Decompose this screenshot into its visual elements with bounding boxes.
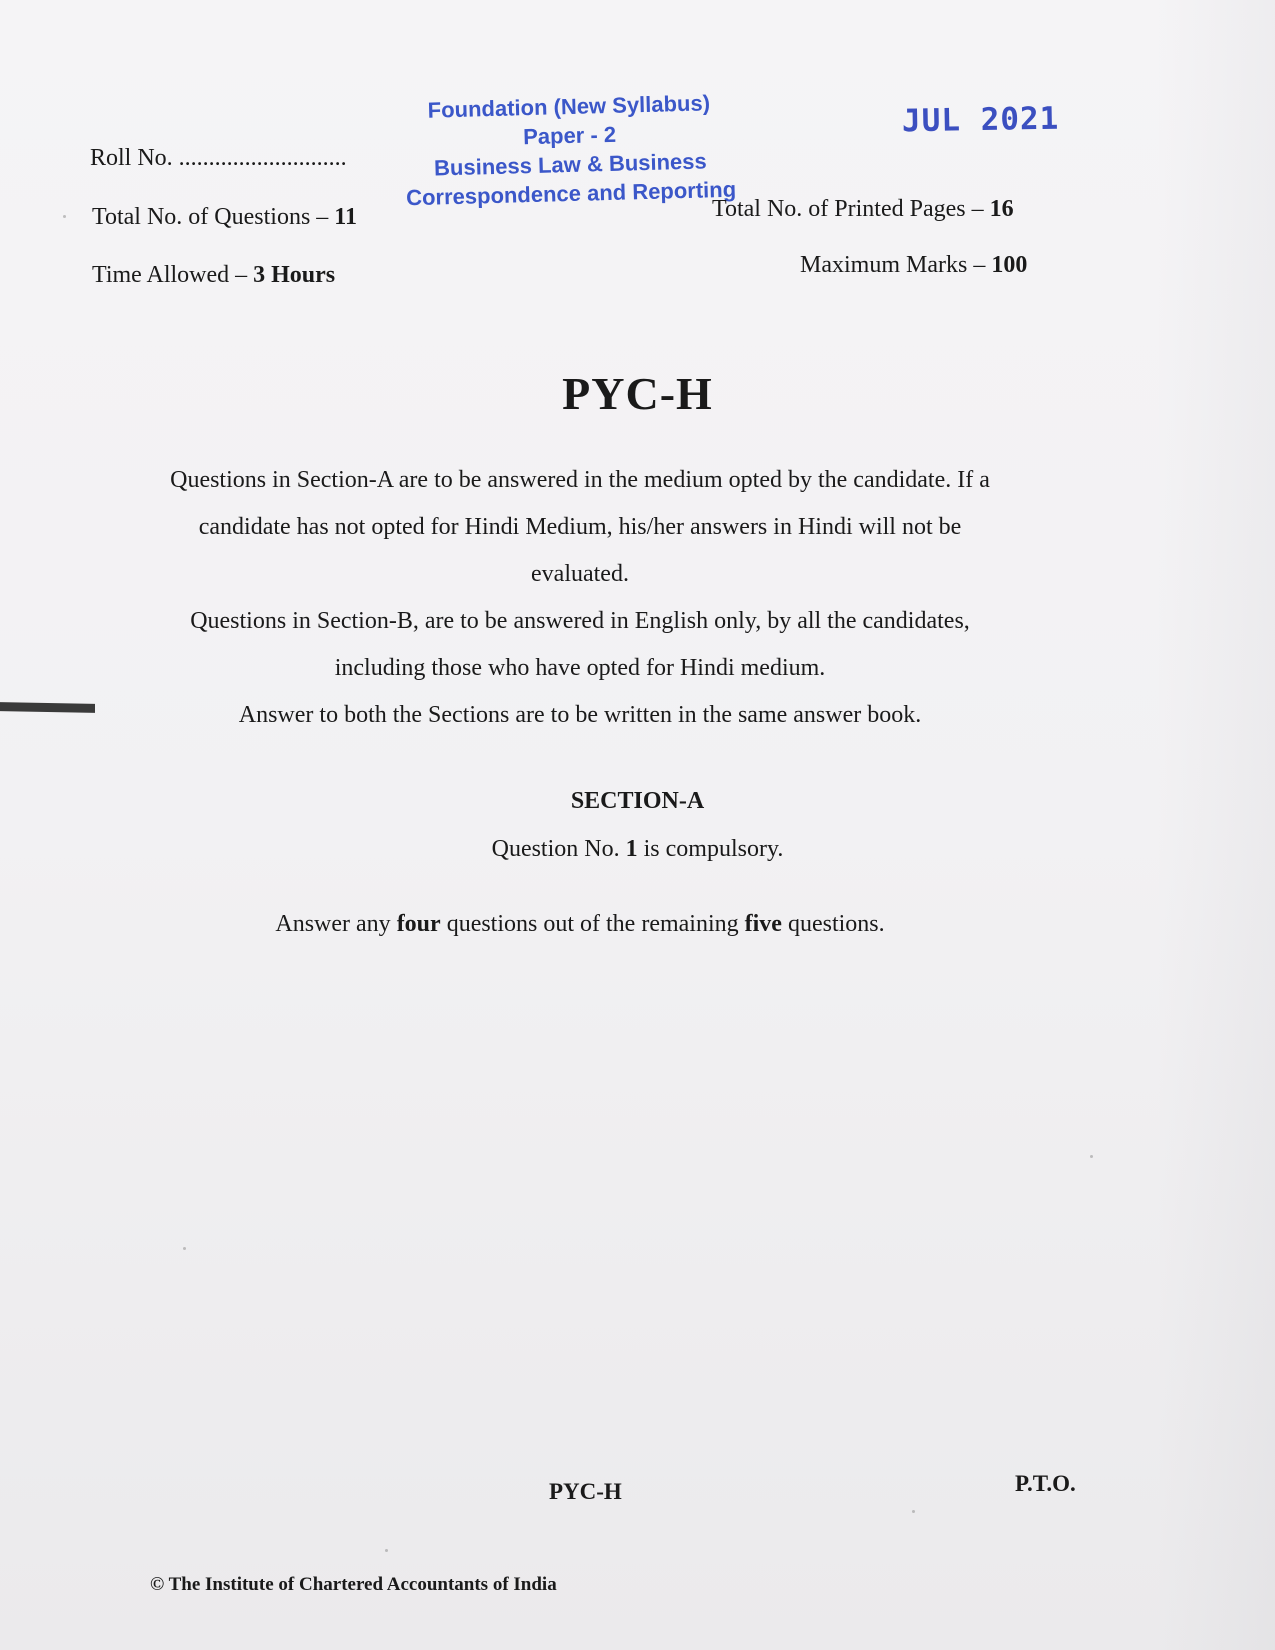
total-questions-label: Total No. of Questions – <box>92 204 335 230</box>
paper-code-title: PYC-H <box>562 368 713 419</box>
answer-post: questions. <box>781 911 885 937</box>
answer-pre: Answer any <box>275 911 397 937</box>
instructions-block <box>100 457 1060 739</box>
stamp-line-2: Paper - 2 <box>522 121 617 150</box>
time-allowed-label: Time Allowed – <box>92 262 254 288</box>
total-pages-label: Total No. of Printed Pages – <box>712 196 990 222</box>
answer-five: five <box>744 911 782 937</box>
total-questions <box>92 204 357 231</box>
syllabus-stamp <box>399 88 742 213</box>
pto-label: P.T.O. <box>1015 1471 1076 1496</box>
total-pages-value: 16 <box>989 196 1014 222</box>
total-pages <box>712 196 1014 223</box>
answer-mid: questions out of the remaining <box>440 911 745 937</box>
stamp-line-1: Foundation (New Syllabus) <box>427 90 711 123</box>
instruction-section-a-line-2: candidate has not opted for Hindi Medium, his/her answers in Hindi will not be <box>198 514 962 540</box>
compulsory-number: 1 <box>625 836 638 862</box>
compulsory-post: is compulsory. <box>637 836 784 862</box>
instruction-section-b-line-1: Questions in Section-B, are to be answered in English only, by all the candidates, <box>190 608 970 634</box>
scan-shadow <box>1155 0 1275 1650</box>
copyright-notice: © The Institute of Chartered Accountants of India <box>150 1574 557 1595</box>
scan-speck <box>63 215 66 218</box>
scan-speck <box>912 1510 915 1513</box>
instruction-section-a-line-3: evaluated. <box>531 561 629 587</box>
time-allowed <box>92 262 335 289</box>
maximum-marks-label: Maximum Marks – <box>800 252 992 278</box>
scan-bleed-mark <box>0 702 95 713</box>
footer-paper-code: PYC-H <box>549 1479 622 1504</box>
answer-four: four <box>396 911 441 937</box>
date-stamp: JUL 2021 <box>901 100 1060 140</box>
stamp-line-3: Business Law & Business <box>433 148 707 181</box>
instruction-same-book: Answer to both the Sections are to be written in the same answer book. <box>238 702 922 728</box>
instruction-section-b-line-2: including those who have opted for Hindi medium. <box>334 655 826 681</box>
total-questions-value: 11 <box>334 204 357 230</box>
answer-any-note <box>0 911 1160 938</box>
compulsory-note <box>0 836 1275 863</box>
scan-speck <box>183 1247 186 1250</box>
maximum-marks-value: 100 <box>991 252 1028 278</box>
scan-speck <box>1090 1155 1093 1158</box>
scan-speck <box>385 1549 388 1552</box>
roll-no-field: Roll No. ............................ <box>90 145 347 171</box>
instruction-section-a-line-1: Questions in Section-A are to be answered in the medium opted by the candidate. If a <box>170 467 990 493</box>
maximum-marks <box>800 252 1027 279</box>
compulsory-pre: Question No. <box>491 836 626 862</box>
stamp-line-4: Correspondence and Reporting <box>405 176 737 211</box>
section-a-heading: SECTION-A <box>570 788 705 814</box>
time-allowed-value: 3 Hours <box>253 262 336 288</box>
